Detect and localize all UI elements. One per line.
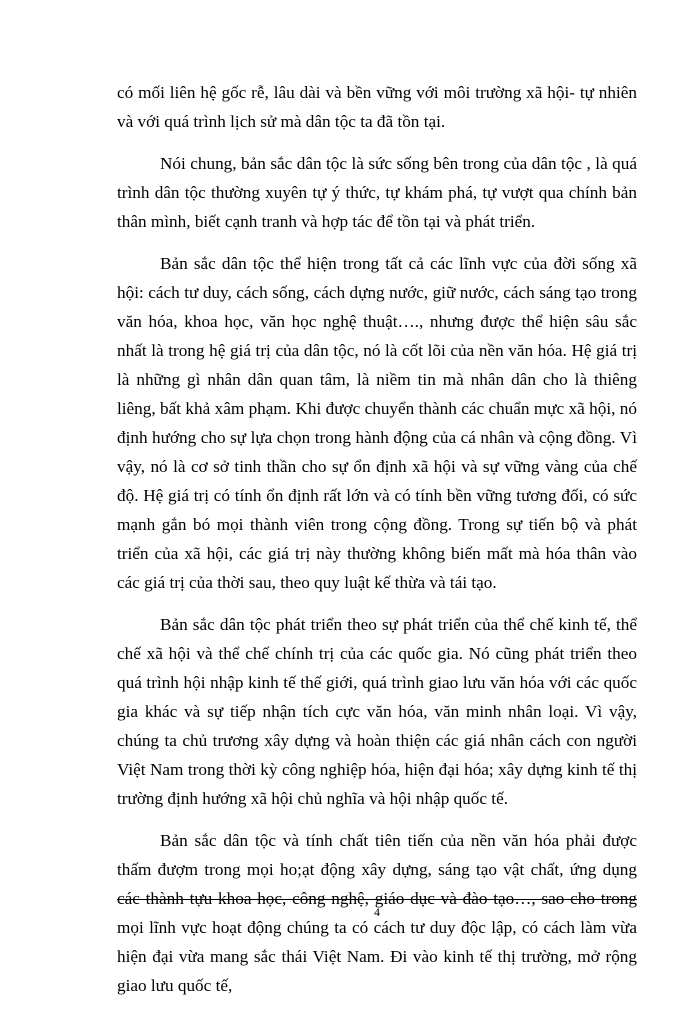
footer-divider <box>117 899 637 900</box>
paragraph-development: Bản sắc dân tộc phát triển theo sự phát triển của thể chế kinh tế, thể chế xã hội và thể chế chính trị của các quốc gia. Nó cũng phát triển theo quá trình hội nhập kinh tế thế giới, quá trình giao lưu văn hóa với các quốc gia khác và sự tiếp nhận tích cực văn hóa, văn minh nhân loại. Vì vậy, chúng ta chủ trương xây dựng và hoàn thiện các giá nhân cách con người Việt Nam trong thời kỳ công nghiệp hóa, hiện đại hóa; xây dựng kinh tế thị trường định hướng xã hội chủ nghĩa và hội nhập quốc tế. <box>117 615 637 808</box>
paragraph-national-identity-summary: Nói chung, bản sắc dân tộc là sức sống bên trong của dân tộc , là quá trình dân tộc thường xuyên tự ý thức, tự khám phá, tự vượt qua chính bản thân mình, biết cạnh tranh và hợp tác để tồn tại và phát triển. <box>117 154 637 231</box>
paragraph-value-system: Bản sắc dân tộc thể hiện trong tất cả các lĩnh vực của đời sống xã hội: cách tư duy, cách sống, cách dựng nước, giữ nước, cách sáng tạo trong văn hóa, khoa học, văn học nghệ thuật…., nhưng được thể hiện sâu sắc nhất là trong hệ giá trị của dân tộc, nó là cốt lõi của nền văn hóa. Hệ giá trị là những gì nhân dân quan tâm, là niềm tin mà nhân dân cho là thiêng liêng, bất khả xâm phạm. Khi được chuyển thành các chuẩn mực xã hội, nó định hướng cho sự lựa chọn trong hành động của cá nhân và cộng đồng. Vì vậy, nó là cơ sở tinh thần cho sự ổn định xã hội và sự vững vàng của chế độ. Hệ giá trị có tính ổn định rất lớn và có tính bền vững tương đối, có sức mạnh gắn bó mọi thành viên trong cộng đồng. Trong sự tiến bộ và phát triển của xã hội, các giá trị này thường không biến mất mà hóa thân vào các giá trị của thời sau, theo quy luật kế thừa và tái tạo. <box>117 254 637 592</box>
document-page <box>117 78 637 1013</box>
page-number: 4 <box>374 905 380 919</box>
paragraph-advanced-culture: Bản sắc dân tộc và tính chất tiên tiến của nền văn hóa phải được thấm đượm trong mọi ho;ạt động xây dựng, sáng tạo vật chất, ứng dụng các thành tựu khoa học, công nghệ, giáo dục và đào tạo…, sao cho trong mọi lĩnh vực hoạt động chúng ta có cách tư duy độc lập, có cách làm vừa hiện đại vừa mang sắc thái Việt Nam. Đi vào kinh tế thị trường, mở rộng giao lưu quốc tế, <box>117 831 637 995</box>
paragraph-continuation: có mối liên hệ gốc rễ, lâu dài và bền vững với môi trường xã hội- tự nhiên và với quá trình lịch sử mà dân tộc ta đã tồn tại. <box>117 83 637 131</box>
